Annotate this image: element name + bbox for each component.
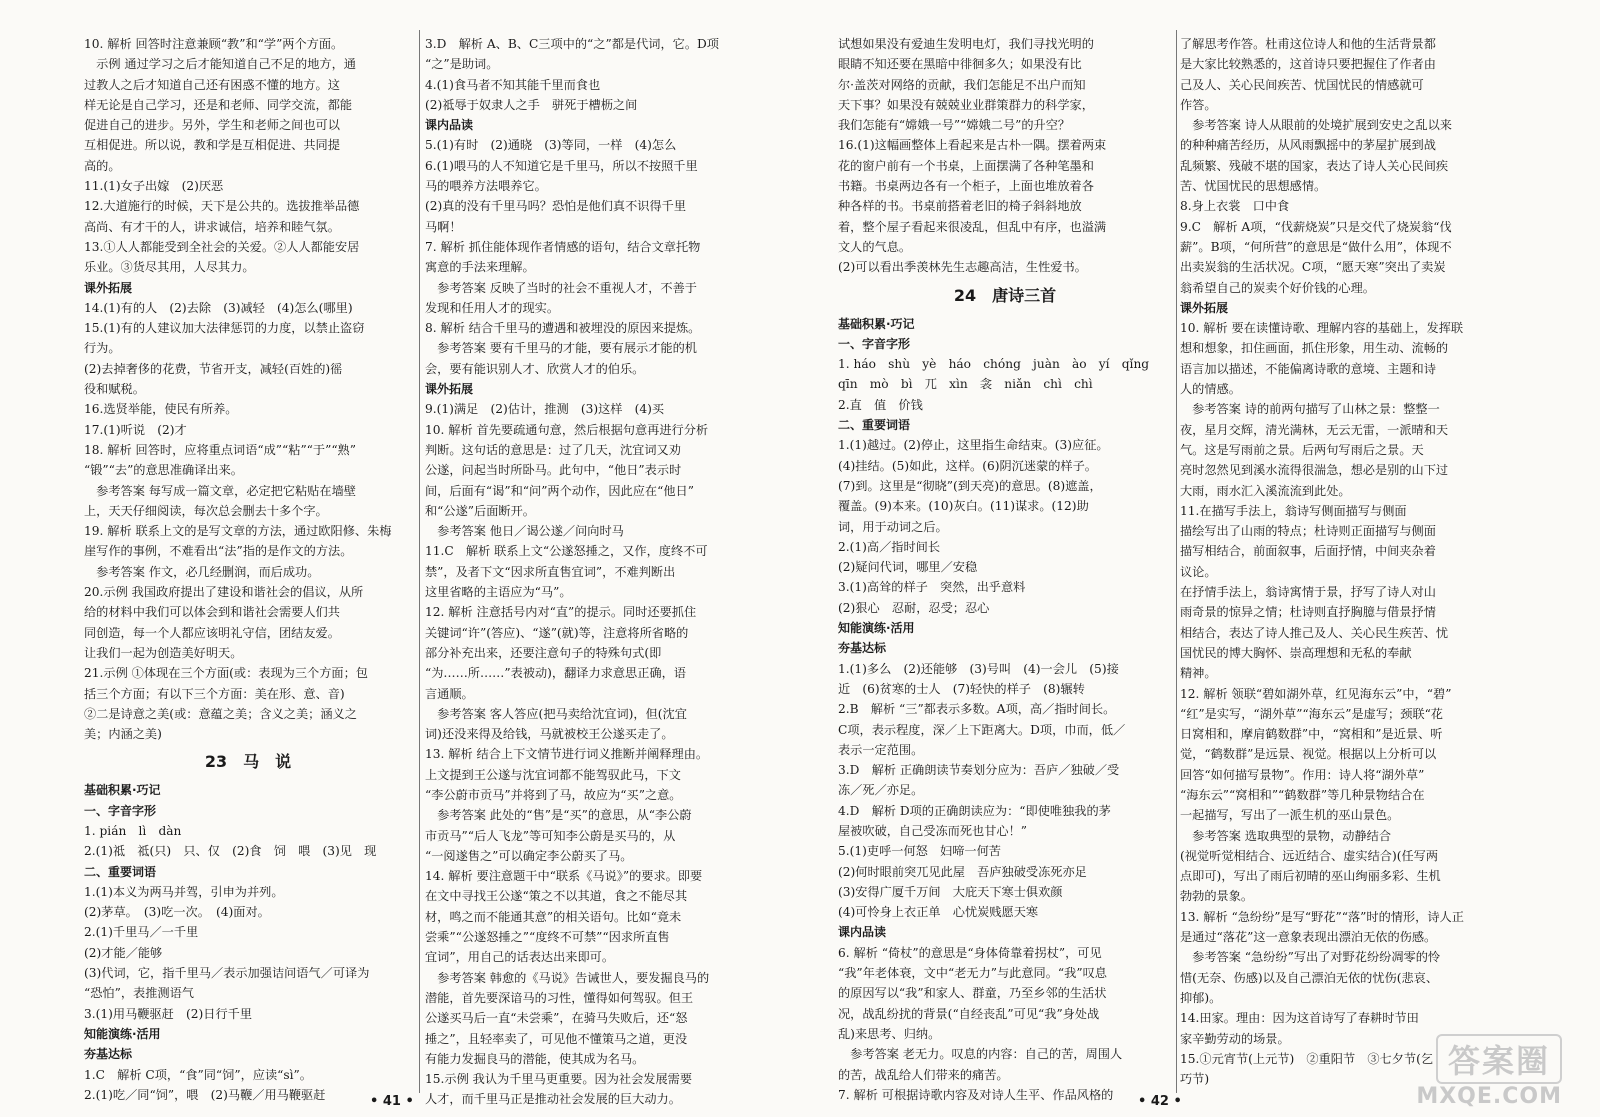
text-line: 同创造，每一个人都应该明礼守信，团结友爱。: [84, 625, 340, 640]
text-line: 了解思考作答。杜甫这位诗人和他的生活背景都: [1180, 37, 1436, 51]
text-line: 10. 解析 首先要疏通句意，然后根据句意再进行分析: [425, 422, 709, 437]
text-line: 尔·盖茨对网络的贡献，我们怎能足不出户而知: [838, 77, 1086, 92]
text-line: 示例 通过学习之后才能知道自己不足的地方，通: [84, 57, 356, 72]
text-line: 役和赋税。: [84, 382, 145, 397]
text-line: 21.示例 ①体现在三个方面(或：表现为三个方面；包: [84, 666, 368, 681]
text-line: 12. 解析 领联“碧如湖外草，红见海东云”中，“碧”: [1180, 686, 1452, 701]
text-line: 15.示例 我认为千里马更重要。因为社会发展需要: [425, 1072, 693, 1087]
text-line: 气。这是写雨前之景。后两句写雨后之景。天: [1180, 442, 1424, 457]
text-line: 12.大道施行的时候，天下是公共的。选拔推举品德: [84, 199, 360, 214]
text-line: 1.C 解析 C项，“食”同“饲”，应读“sì”。: [84, 1067, 312, 1082]
text-line: 亮时忽然见到溪水流得很湍急，想必是别的山下过: [1180, 463, 1449, 478]
text-line: 参考答案 韩愈的《马说》告诫世人，要发掘良马的: [425, 970, 710, 985]
text-line: 促进自己的进步。另外，学生和老师之间也可以: [84, 118, 340, 133]
page-42-right-column: [1180, 34, 1522, 1089]
text-line: (4)挂结。(5)如此，这样。(6)阴沉迷蒙的样子。: [838, 458, 1097, 473]
text-line: 16.(1)这幅画整体上看起来是古朴一隅。摆着两束: [838, 138, 1107, 153]
text-line: 和“公遂”后面断开。: [425, 503, 535, 518]
text-line: 7. 解析 抓住能体现作者情感的语句，结合文章托物: [425, 239, 701, 254]
text-line: 发现和任用人才的现实。: [425, 300, 560, 315]
text-line: 人才，而千里马正是推动社会发展的巨大动力。: [425, 1092, 681, 1107]
text-line: “恐怕”，表推测语气: [84, 986, 194, 1001]
text-line: 参考答案 老无力。叹息的内容：自己的苦，周围人: [838, 1047, 1123, 1062]
text-line: 10. 解析 回答时注意兼顾“教”和“学”两个方面。: [84, 37, 344, 51]
text-line: 议论。: [1180, 564, 1217, 579]
text-line: 4.(1)食马者不知其能千里而食也: [425, 77, 601, 92]
text-line: 覆盖。(9)本来。(10)灰白。(11)谋求。(12)助: [838, 499, 1089, 514]
text-line: 这里省略的主语应为“马”。: [425, 585, 572, 600]
text-line: 美；内涵之美): [84, 727, 162, 742]
text-line: 参考答案 诗的前两句描写了山林之景：整整一: [1180, 402, 1440, 417]
text-line: 描绘写出了山雨的特点；杜诗则正面描写与侧面: [1180, 524, 1436, 539]
text-line: 屋被吹破，自己受冻而死也甘心！”: [838, 823, 1028, 838]
text-line: 2.(1)千里马／一千里: [84, 925, 199, 940]
text-line: 样无论是自己学习，还是和老师、同学交流，都能: [84, 97, 353, 112]
text-line: C项，表示程度，深／上下距离大。D项，巾而，低／: [838, 722, 1126, 737]
text-line: 参考答案 要有千里马的才能，要有展示才能的机: [425, 341, 697, 356]
page-41-right-column: [425, 34, 765, 1110]
text-line: 在文中寻找王公遂“策之不以其道，食之不能尽其: [425, 889, 688, 904]
text-line: 13.①人人都能受到全社会的关爱。②人人都能安居: [84, 239, 360, 254]
text-line: 觉，“鹤数群”是远景、视觉。根据以上分析可以: [1180, 747, 1437, 762]
text-line: 6. 解析 “倚杖”的意思是“身体倚靠着拐杖”，可见: [838, 945, 1102, 960]
section-heading: 知能演练·活用: [838, 621, 915, 636]
text-line: 8.身上衣裳 口中食: [1180, 199, 1290, 214]
text-line: 天下事？如果没有兢兢业业群策群力的科学家，: [838, 97, 1094, 112]
page-41-left-column: [84, 34, 412, 1105]
section-heading: 基础积累·巧记: [84, 783, 161, 798]
text-line: 6.(1)喂马的人不知道它是千里马，所以不按照千里: [425, 158, 698, 173]
text-line: 关键词“许”(答应)、“遂”(就)等，注意将所省略的: [425, 625, 689, 640]
column-divider: [419, 30, 420, 1093]
text-line: 是通过“落花”这一意象表现出漂泊无依的伤感。: [1180, 930, 1437, 945]
text-line: 我们怎能有“嫦娥一号”“嫦娥二号”的升空？: [838, 118, 1071, 133]
text-line: 禁”，及者下文“因求所直售宜词”，不难判断出: [425, 564, 676, 579]
section-heading: 夯基达标: [84, 1047, 133, 1062]
text-line: 17.(1)听说 (2)才: [84, 422, 187, 437]
text-line: 1.(1)越过。(2)停止，这里指生命结束。(3)应征。: [838, 438, 1109, 453]
section-heading: 二、重要词语: [838, 418, 911, 433]
text-line: 苦、忧国忧民的思想感情。: [1180, 179, 1327, 194]
text-line: 的原因写以“我”和家人、群童，乃至乡邻的生活状: [838, 986, 1107, 1001]
lesson-title: 24 唐诗三首: [953, 285, 1057, 305]
page-42-left-column: [838, 34, 1172, 1105]
text-line: 词，用于动词之后。: [838, 519, 948, 534]
text-line: 1. pián lì dàn: [84, 823, 182, 838]
text-line: 的苦，战乱给人们带来的痛苦。: [838, 1067, 1009, 1082]
text-line: 参考答案 每写成一篇文章，必定把它粘贴在墙壁: [84, 483, 356, 498]
column-divider: [1176, 30, 1177, 1093]
text-line: 2.(1)祗 祗(只) 只、仅 (2)食 饲 喂 (3)见 现: [84, 844, 377, 859]
text-line: “锻”“去”的意思准确译出来。: [84, 463, 243, 478]
text-line: 9.C 解析 A项，“伐薪烧炭”只是交代了烧炭翁“伐: [1180, 219, 1452, 234]
text-line: 潜能，首先要深谙马的习性，懂得如何驾驭。但王: [425, 990, 694, 1005]
text-line: 11.(1)女子出嫁 (2)厌恶: [84, 179, 224, 194]
text-line: 3.(1)用马鞭驱赶 (2)日行千里: [84, 1006, 253, 1021]
text-line: 薪”。B项，“何所营”的意思是“做什么用”，体现不: [1180, 239, 1452, 254]
text-line: 上，天天仔细阅读，每次总会删去十多个字。: [84, 503, 328, 518]
text-line: (2)祗辱于奴隶人之手 骈死于槽枥之间: [425, 97, 638, 112]
text-line: 15.①元宵节(上元节) ②重阳节 ③七夕节(乞: [1180, 1051, 1434, 1066]
text-line: 寓意的手法来理解。: [425, 260, 535, 275]
text-line: (3)代词，它，指千里马／表示加强诘问语气／可译为: [84, 966, 370, 981]
text-line: 12. 解析 注意括号内对“直”的提示。同时还要抓住: [425, 605, 697, 620]
text-line: 8. 解析 结合千里马的遭遇和被埋没的原因来提炼。: [425, 321, 701, 336]
section-heading: 知能演练·活用: [84, 1026, 161, 1041]
text-line: (3)安得广厦千万间 大庇天下寒士俱欢颜: [838, 884, 1063, 899]
text-line: 市贡马”“后人飞龙”等可知李公蔚是买马的，从: [425, 828, 676, 843]
text-line: 5.(1)吏呼一何怒 妇啼一何苦: [838, 844, 1001, 859]
text-line: “我”年老体衰，文中“老无力”与此意同。“我”叹息: [838, 966, 1107, 981]
text-line: 2.(1)吃／同“饲”，喂 (2)马鞭／用马鞭驱赶: [84, 1087, 326, 1102]
section-heading: 课外拓展: [84, 280, 133, 295]
text-line: (2)可以看出季羡林先生志趣高洁，生性爱书。: [838, 260, 1087, 275]
section-heading: 基础积累·巧记: [838, 316, 915, 331]
text-line: (2)茅草。 (3)吃一次。 (4)面对。: [84, 905, 270, 920]
text-line: 1. háo shù yè háo chóng juàn ào yí qǐng: [838, 357, 1150, 372]
text-line: 11.C 解析 联系上文“公遂怒捶之，又作，度终不可: [425, 544, 708, 559]
text-line: 着，整个屋子看起来很凌乱，但乱中有序，也溢满: [838, 219, 1107, 234]
text-line: 出卖炭翁的生活状况。C项，“愿天寒”突出了卖炭: [1180, 260, 1446, 275]
text-line: 试想如果没有爱迪生发明电灯，我们寻找光明的: [838, 37, 1094, 51]
text-line: 参考答案 作文，必几经删润，而后成功。: [84, 564, 320, 579]
text-line: 3.D 解析 A、B、C三项中的“之”都是代词，它。D项: [425, 37, 719, 51]
text-line: (7)到。这里是“彻晓”(到天亮)的意思。(8)遮盖，: [838, 478, 1102, 493]
text-line: 况，战乱纷扰的背景(“自经丧乱”可见“我”身处战: [838, 1006, 1100, 1021]
text-line: 高的。: [84, 158, 121, 173]
text-line: (2)疑问代词，哪里／安稳: [838, 560, 978, 575]
text-line: (2)真的没有千里马吗？恐怕是他们真不识得千里: [425, 199, 687, 214]
text-line: “为……所……”表被动)，翻译力求意思正确，语: [425, 666, 686, 681]
text-line: 乱)来思考、归纳。: [838, 1026, 941, 1041]
text-line: (视觉听觉相结合、远近结合、虚实结合)(任写两: [1180, 848, 1439, 863]
text-line: 20.示例 我国政府提出了建设和谐社会的倡议，从所: [84, 585, 364, 600]
lesson-title: 23 马 说: [204, 752, 292, 772]
text-line: 大雨，雨水汇入溪流流到此处。: [1180, 483, 1351, 498]
text-line: 乐业。③货尽其用，人尽其力。: [84, 260, 255, 275]
text-line: 行为。: [84, 341, 121, 356]
text-line: 上文提到王公遂与沈宜词都不能驾驭此马，下文: [425, 767, 681, 782]
text-line: 间，后面有“谒”和“问”两个动作，因此应在“他日”: [425, 483, 694, 498]
section-heading: 夯基达标: [838, 641, 887, 656]
text-line: 判断。这句话的意思是：过了几天，沈宜词又劝: [425, 442, 681, 457]
text-line: 相结合，表达了诗人推己及人、关心民生疾苦、忧: [1180, 625, 1449, 640]
text-line: 16.选贤举能，使民有所养。: [84, 402, 238, 417]
text-line: 括三个方面；有以下三个方面：美在形、意、音): [84, 686, 345, 701]
text-line: 书籍。书桌两边各有一个柜子，上面也堆放着各: [838, 179, 1094, 194]
text-line: 是大家比较熟悉的，这首诗只要把握住了作者由: [1180, 57, 1436, 72]
text-line: ②二是诗意之美(或：意蕴之美；含义之美；涵义之: [84, 706, 357, 721]
text-line: “红”是实写，“湖外草”“海东云”是虚写；颈联“花: [1180, 706, 1443, 721]
text-line: 抑郁)。: [1180, 990, 1222, 1005]
text-line: 5.(1)有时 (2)通晓 (3)等同，一样 (4)怎么: [425, 138, 677, 153]
section-heading: 课内品读: [838, 925, 887, 940]
text-line: “海东云”“窝相和”“鹤数群”等几种景物结合在: [1180, 787, 1425, 802]
text-line: 点即可)，写出了雨后初晴的巫山绚丽多彩、生机: [1180, 869, 1441, 884]
text-line: 惜(无奈、伤感)以及自己漂泊无依的忧伤(悲哀、: [1180, 970, 1439, 985]
text-line: 材，鸣之而不能通其意”的相关语句。比如“竟未: [425, 909, 682, 924]
text-line: 1.(1)本义为两马并驾，引申为并列。: [84, 884, 284, 899]
text-line: 参考答案 此处的“售”是“买”的意思，从“李公蔚: [425, 808, 692, 823]
text-line: 尝乘”“公遂怒捶之”“度终不可禁”“因求所直售: [425, 930, 670, 945]
text-line: (2)狠心 忍耐，忍受；忍心: [838, 600, 990, 615]
section-heading: 课外拓展: [425, 382, 474, 397]
text-line: 4.D 解析 D项的正确朗读应为：“即使唯独我的茅: [838, 803, 1111, 818]
text-line: 巧节): [1180, 1072, 1210, 1087]
section-heading: 课外拓展: [1180, 300, 1229, 315]
text-line: 夜，星月交辉，清光满林，无云无雷，一派晴和天: [1180, 422, 1449, 437]
text-line: 勃勃的景象。: [1180, 889, 1254, 904]
text-line: 让我们一起为创造美好明天。: [84, 645, 243, 660]
text-line: “李公蔚市贡马”并将到了马，故应为“买”之意。: [425, 787, 682, 802]
text-line: 2.直 值 价钱: [838, 397, 923, 412]
section-heading: 一、字音字形: [84, 803, 157, 818]
watermark: [1352, 1034, 1562, 1109]
text-line: 日窝相和，摩肩鹤数群”中，“窝相和”是近景、听: [1180, 727, 1443, 742]
text-line: 的种种痛苦经历，从风雨飘摇中的茅屋扩展到战: [1180, 138, 1436, 153]
text-line: 公遂，问起当时所卧马。此句中，“他日”表示时: [425, 463, 682, 478]
text-line: 给的材料中我们可以体会到和谐社会需要人们共: [84, 605, 340, 620]
text-line: 1.(1)多么 (2)还能够 (3)号叫 (4)一会儿 (5)接: [838, 661, 1119, 676]
text-line: 参考答案 选取典型的景物，动静结合: [1180, 828, 1392, 843]
text-line: 精神。: [1180, 666, 1217, 681]
text-line: 13. 解析 “急纷纷”是写“野花”“落”时的情形，诗人正: [1180, 909, 1464, 924]
text-line: 13. 解析 结合上下文情节进行词义推断并阐释理由。: [425, 747, 709, 762]
text-line: 过教人之后才知道自己还有困惑不懂的地方。这: [84, 77, 340, 92]
text-line: 描写相结合，前面叙事，后面抒情，中间夹杂着: [1180, 544, 1436, 559]
text-line: 公遂买马后一直“未尝乘”，在骑马失败后，还“怒: [425, 1011, 688, 1026]
text-line: “一阅遂售之”可以确定李公蔚买了马。: [425, 848, 633, 863]
text-line: 18. 解析 回答时，应将重点词语“成”“粘”“于”“熟”: [84, 442, 356, 457]
text-line: 19. 解析 联系上文的是写文章的方法，通过欧阳修、朱梅: [84, 524, 392, 539]
text-line: 语言加以描述，不能偏离诗歌的意境、主题和诗: [1180, 361, 1436, 376]
watermark-logo: 答案圈: [1436, 1034, 1562, 1084]
text-line: 14. 解析 要注意题干中“联系《马说》”的要求。即要: [425, 869, 703, 884]
text-line: 家辛勤劳动的场景。: [1180, 1031, 1290, 1046]
text-line: 作答。: [1180, 97, 1217, 112]
text-line: 参考答案 他日／谒公遂／问向时马: [425, 524, 624, 539]
text-line: 捶之”，且轻率卖了，可见他不懂策马之道，更没: [425, 1031, 688, 1046]
text-line: 在抒情手法上，翁诗寓情于景，抒写了诗人对山: [1180, 585, 1436, 600]
text-line: 15.(1)有的人建议加大法律惩罚的力度，以禁止盗窃: [84, 321, 365, 336]
text-line: 7. 解析 可根据诗歌内容及对诗人生平、作品风格的: [838, 1087, 1114, 1102]
text-line: 眼睛不知还要在黑暗中徘徊多久；如果没有比: [838, 57, 1082, 72]
text-line: 言通顺。: [425, 686, 474, 701]
text-line: 文人的气息。: [838, 239, 912, 254]
text-line: 词)还没来得及给钱，马就被校王公遂买走了。: [425, 727, 674, 742]
text-line: 想和想象，扣住画面，抓住形象，用生动、流畅的: [1180, 341, 1449, 356]
page-number-42: • 42 •: [1138, 1094, 1182, 1109]
text-line: 2.B 解析 “三”都表示多数。A项，高／指时间长。: [838, 702, 1116, 717]
text-line: “之”是助词。: [425, 57, 499, 72]
text-line: 翁希望自己的炭卖个好价钱的心理。: [1180, 280, 1375, 295]
text-line: 有能力发掘良马的潜能，使其成为名马。: [425, 1051, 645, 1066]
text-line: 崖写作的事例，不难看出“法”指的是作文的方法。: [84, 544, 353, 559]
section-heading: 课内品读: [425, 118, 474, 133]
text-line: 参考答案 诗人从眼前的处境扩展到安史之乱以来: [1180, 118, 1452, 133]
text-line: 14.(1)有的人 (2)去除 (3)减轻 (4)怎么(哪里): [84, 300, 353, 315]
text-line: 2.(1)高／指时间长: [838, 539, 941, 554]
text-line: 14.田家。理由：因为这首诗写了春耕时节田: [1180, 1011, 1419, 1026]
section-heading: 二、重要词语: [84, 864, 157, 879]
page-number-41: • 41 •: [370, 1094, 414, 1109]
text-line: 部分补充出来，还要注意句子的特殊句式(即: [425, 645, 662, 660]
text-line: 雨奇景的惊异之情；杜诗则直抒胸臆与借景抒情: [1180, 605, 1436, 620]
text-line: 10. 解析 要在读懂诗歌、理解内容的基础上，发挥联: [1180, 321, 1464, 336]
text-line: qīn mò bì 兀 xìn 衾 niǎn chì chì: [838, 377, 1093, 392]
text-line: 9.(1)满足 (2)估计，推测 (3)这样 (4)买: [425, 402, 665, 417]
text-line: 参考答案 反映了当时的社会不重视人才，不善于: [425, 280, 697, 295]
text-line: 3.D 解析 正确朗读节奏划分应为：吾庐／独破／受: [838, 763, 1120, 778]
text-line: 花的窗户前有一个书桌，上面摆满了各种笔墨和: [838, 158, 1094, 173]
text-line: 近 (6)贫寒的士人 (7)轻快的样子 (8)辗转: [838, 681, 1085, 696]
text-line: (2)才能／能够: [84, 945, 163, 960]
text-line: 会，要有能识别人才、欣赏人才的伯乐。: [425, 361, 645, 376]
text-line: 乱频繁、残破不堪的国家，表达了诗人关心民间疾: [1180, 158, 1449, 173]
text-line: 互相促进。所以说，教和学是互相促进、共同提: [84, 138, 340, 153]
text-line: 马的喂养方法喂养它。: [425, 179, 547, 194]
text-line: 一起描写，写出了一派生机的巫山景色。: [1180, 808, 1400, 823]
text-line: 己及人、关心民间疾苦、忧国忧民的情感就可: [1180, 77, 1424, 92]
text-line: 回答“如何描写景物”。作用：诗人将“湖外草”: [1180, 767, 1425, 782]
text-line: 宜词”，用自己的话表达出来即可。: [425, 950, 615, 965]
text-line: 参考答案 客人答应(把马卖给沈宜词)，但(沈宜: [425, 706, 687, 721]
text-line: 3.(1)高耸的样子 突然，出乎意料: [838, 580, 1026, 595]
text-line: 高尚、有才干的人，讲求诚信，培养和睦气氛。: [84, 219, 340, 234]
text-line: 11.在描写手法上，翁诗写侧面描写与侧面: [1180, 503, 1407, 518]
text-line: 人的情感。: [1180, 382, 1241, 397]
text-line: 参考答案 “急纷纷”写出了对野花纷纷凋零的怜: [1180, 950, 1441, 965]
section-heading: 一、字音字形: [838, 336, 911, 351]
text-line: (4)可怜身上衣正单 心忧炭贱愿天寒: [838, 905, 1039, 920]
text-line: 种各样的书。书桌前搭着老旧的椅子斜斜地放: [838, 199, 1082, 214]
text-line: 冻／死／亦足。: [838, 783, 924, 798]
text-line: 国忧民的博大胸怀、崇高理想和无私的奉献: [1180, 645, 1412, 660]
text-line: (2)去掉奢侈的花费，节省开支，减轻(百姓的)徭: [84, 361, 343, 376]
text-line: (2)何时眼前突兀见此屋 吾庐独破受冻死亦足: [838, 864, 1087, 879]
text-line: 表示一定范围。: [838, 742, 924, 757]
watermark-url: MXQE.COM: [1416, 1084, 1562, 1109]
text-line: 马啊！: [425, 219, 462, 234]
